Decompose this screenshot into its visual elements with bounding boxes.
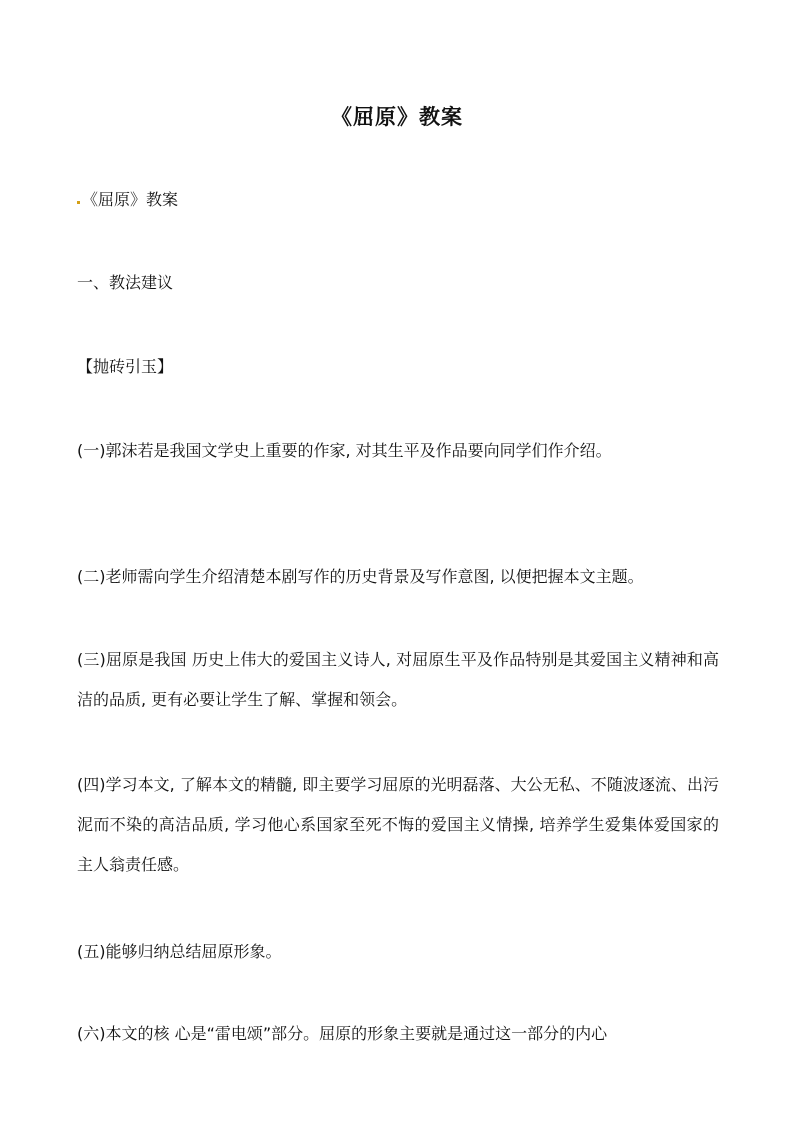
paragraph-2: (二)老师需向学生介绍清楚本剧写作的历史背景及写作意图, 以便把握本文主题。 xyxy=(77,567,644,586)
document-title: 《屈原》教案 xyxy=(331,104,463,129)
bracket-heading: 【抛砖引玉】 xyxy=(77,357,174,376)
section-heading: 一、教法建议 xyxy=(77,273,174,292)
paragraph-6: (六)本文的核 心是“雷电颂”部分。屈原的形象主要就是通过这一部分的内心 xyxy=(77,1024,608,1043)
paragraph-5: (五)能够归纳总结屈原形象。 xyxy=(77,942,282,961)
paragraph-3: (三)屈原是我国 历史上伟大的爱国主义诗人, 对屈原生平及作品特别是其爱国主义精神和高洁的品质, 更有必要让学生了解、掌握和领会。 xyxy=(77,650,719,709)
marker-dot xyxy=(77,201,80,204)
document-subtitle-line xyxy=(77,190,178,210)
paragraph-4: (四)学习本文, 了解本文的精髓, 即主要学习屈原的光明磊落、大公无私、不随波逐流、出污泥而不染的高洁品质, 学习他心系国家至死不悔的爱国主义情操, 培养学生爱集体爱国家的主人翁责任感。 xyxy=(77,775,719,874)
document-subtitle: 《屈原》教案 xyxy=(82,190,179,209)
paragraph-1: (一)郭沫若是我国文学史上重要的作家, 对其生平及作品要向同学们作介绍。 xyxy=(77,441,612,460)
